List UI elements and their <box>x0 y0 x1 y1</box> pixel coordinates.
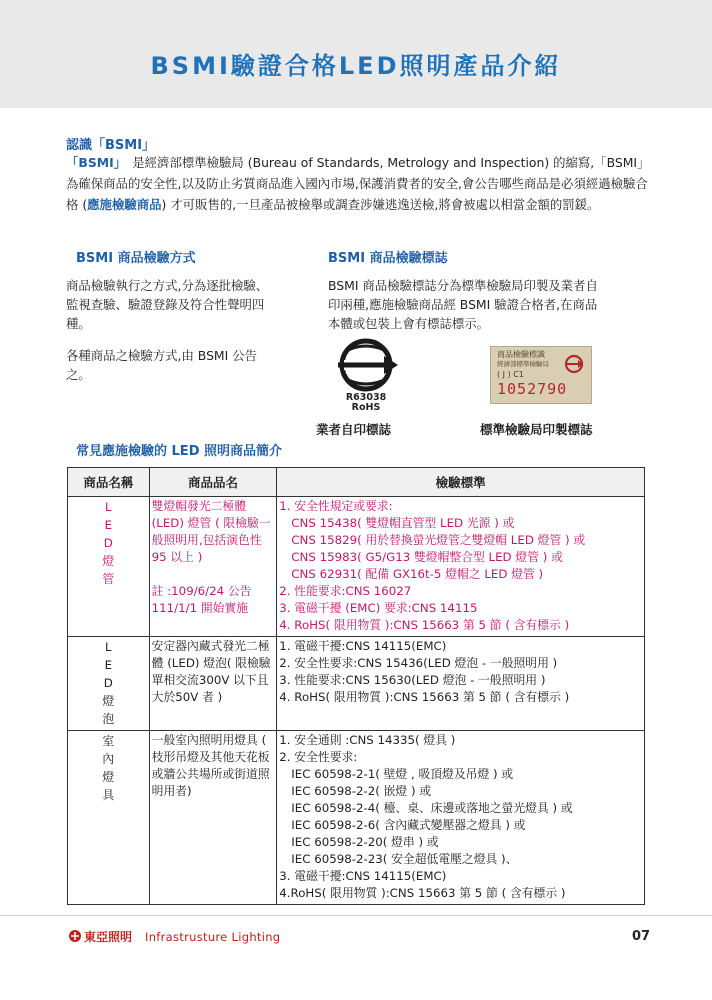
intro-text-1: 是經濟部標準檢驗局 (Bureau of Standards, Metrology and Inspection) 的縮寫,「BSMI」為確保商品的安全性,以及防止劣質商品進入國內市場,保護消費者的安全,會公告哪些商品是必須經過檢驗合格 ( <box>66 155 650 212</box>
standard-line: 2. 性能要求:CNS 16027 <box>279 584 412 598</box>
table-heading: 常見應施檢驗的 LED 照明商品簡介 <box>76 444 283 459</box>
product-name: 一般室內照明用燈具 ( 枝形吊燈及其他天花板或牆公共場所或街道照明用者) <box>151 733 270 798</box>
table-header-row <box>68 468 645 497</box>
page-title: BSMI驗證合格LED照明產品介紹 <box>150 52 562 80</box>
product-cell <box>149 497 277 637</box>
company-logo <box>68 928 134 944</box>
category-cell <box>68 497 150 637</box>
standard-line: CNS 62931( 配備 GX16t-5 燈帽之 LED 燈管 ) <box>291 567 544 581</box>
product-name: 雙燈帽發光二極體(LED) 燈管 ( 限檢驗一般照明用,包括演色性 95 以上 ) <box>151 499 271 564</box>
led-product-table <box>67 467 645 905</box>
category-cell <box>68 637 150 731</box>
standard-line: CNS 15829( 用於替換螢光燈管之雙燈帽 LED 燈管 ) 或 <box>291 533 586 547</box>
standard-line: 2. 安全性要求: <box>279 750 358 764</box>
product-name: 安定器內藏式發光二極體 (LED) 燈泡( 限檢驗單相交流300V 以下且大於50V 者 ) <box>151 639 271 704</box>
standard-line: 4. RoHS( 限用物質 ):CNS 15663 第 5 節 ( 含有標示 ) <box>279 618 570 632</box>
standard-line: 3. 電磁干擾 (EMC) 要求:CNS 14115 <box>279 601 478 615</box>
standard-line: 4. RoHS( 限用物質 ):CNS 15663 第 5 節 ( 含有標示 ) <box>279 690 570 704</box>
standard-line: IEC 60598-2-23( 安全超低電壓之燈具 )、 <box>291 852 518 866</box>
standard-line: CNS 15983( G5/G13 雙燈帽整合型 LED 燈管 ) 或 <box>291 550 563 564</box>
sticker-label-2: 經濟部標準檢驗局 <box>497 360 549 368</box>
standard-line: IEC 60598-2-4( 檯、桌、床邊或落地之螢光燈具 ) 或 <box>291 801 573 815</box>
intro-text-2: ) 才可販售的,一旦產品被檢舉或調查涉嫌逃逸送檢,將會被處以相當金額的罰鍰。 <box>161 197 600 212</box>
header-standard: 檢驗標準 <box>277 468 645 497</box>
standard-line: 4.RoHS( 限用物質 ):CNS 15663 第 5 節 ( 含有標示 ) <box>279 886 566 900</box>
company-logo-text: 東亞照明 <box>84 930 133 944</box>
table-row <box>68 731 645 905</box>
standard-line: 1. 安全性規定或要求: <box>279 499 393 513</box>
standard-line: CNS 15438( 雙燈帽直管型 LED 光源 ) 或 <box>291 516 515 530</box>
company-logo-icon <box>68 929 82 943</box>
inspection-method-heading: BSMI 商品檢驗方式 <box>76 251 196 266</box>
inspection-method-para-1: 商品檢驗執行之方式,分為逐批檢驗、監視查驗、驗證登錄及符合性聲明四種。 <box>66 278 269 331</box>
intro-paragraph <box>66 152 656 215</box>
category-label: LED燈管 <box>102 500 115 586</box>
table-row <box>68 637 645 731</box>
header-product: 商品品名 <box>149 468 277 497</box>
sticker-series: ( J ) C1 <box>497 370 524 379</box>
standard-line: 2. 安全性要求:CNS 15436(LED 燈泡 - 一般照明用 ) <box>279 656 558 670</box>
standard-line: 3. 性能要求:CNS 15630(LED 燈泡 - 一般照明用 ) <box>279 673 546 687</box>
standard-cell <box>277 731 645 905</box>
standard-line: IEC 60598-2-1( 壁燈 , 吸頂燈及吊燈 ) 或 <box>291 767 514 781</box>
product-cell <box>149 731 277 905</box>
product-note: 註 :109/6/24 公告111/1/1 開始實施 <box>151 584 252 615</box>
standard-line: 1. 電磁干擾:CNS 14115(EMC) <box>279 639 447 653</box>
inspection-method-para-2: 各種商品之檢驗方式,由 BSMI 公告之。 <box>66 348 257 382</box>
bureau-printed-caption: 標準檢驗局印製標誌 <box>480 422 593 437</box>
footer-divider <box>0 915 712 916</box>
self-mark-rohs: RoHS <box>351 402 381 413</box>
intro-highlight: 應施檢驗商品 <box>87 197 162 212</box>
intro-heading: 認識「BSMI」 <box>66 138 156 153</box>
sticker-label-1: 商品檢驗標識 <box>497 350 545 359</box>
self-printed-mark <box>326 338 410 418</box>
table-row <box>68 497 645 637</box>
sticker-number: 1052790 <box>497 380 568 398</box>
intro-term: 「BSMI」 <box>66 155 120 170</box>
inspection-mark-heading: BSMI 商品檢驗標誌 <box>328 251 448 266</box>
standard-line: IEC 60598-2-2( 嵌燈 ) 或 <box>291 784 432 798</box>
product-cell <box>149 637 277 731</box>
standard-line: 3. 電磁干擾:CNS 14115(EMC) <box>279 869 447 883</box>
category-label: LED燈泡 <box>102 640 115 726</box>
category-cell <box>68 731 150 905</box>
standard-line: IEC 60598-2-6( 含內藏式變壓器之燈具 ) 或 <box>291 818 526 832</box>
self-mark-code: R63038 <box>345 392 387 403</box>
sticker-mark-icon <box>563 353 585 375</box>
standard-line: IEC 60598-2-20( 燈串 ) 或 <box>291 835 439 849</box>
bureau-printed-sticker <box>490 346 592 404</box>
page-number: 07 <box>632 929 651 944</box>
standard-line: 1. 安全通則 :CNS 14335( 燈具 ) <box>279 733 456 747</box>
standard-cell <box>277 497 645 637</box>
inspection-mark-para: BSMI 商品檢驗標誌分為標準檢驗局印製及業者自印兩種,應施檢驗商品經 BSMI 驗證合格者,在商品本體或包裝上會有標誌標示。 <box>328 278 598 331</box>
footer-brand: Infrastrusture Lighting <box>145 930 281 944</box>
header-category: 商品名稱 <box>68 468 150 497</box>
category-label: 室內燈具 <box>102 734 115 802</box>
self-printed-caption: 業者自印標誌 <box>316 422 392 437</box>
standard-cell <box>277 637 645 731</box>
